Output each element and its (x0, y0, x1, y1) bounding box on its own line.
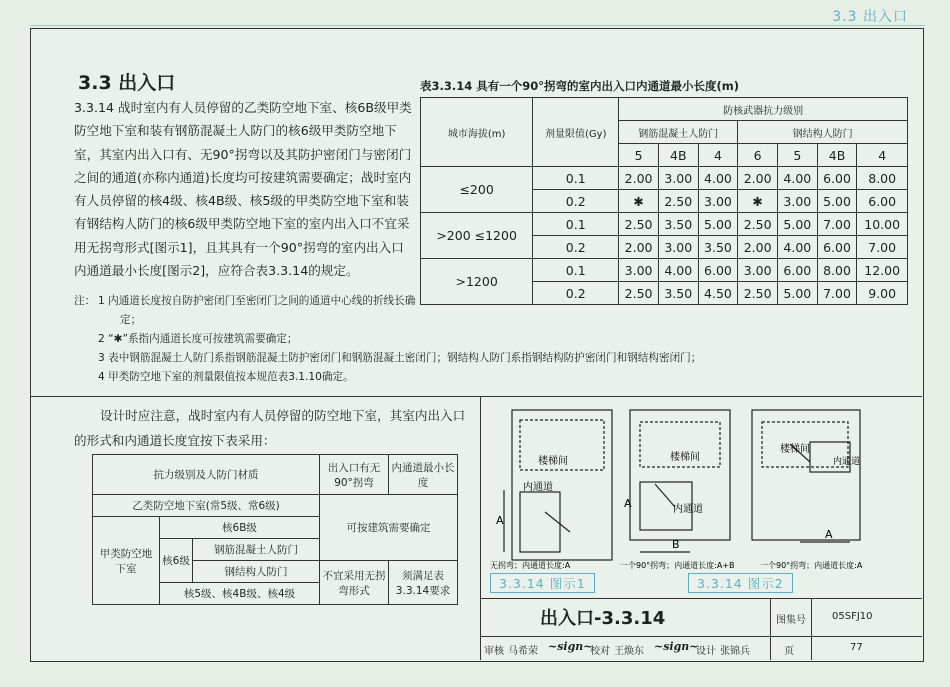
t2-satisfy: 须满足表3.3.14要求 (389, 561, 458, 605)
fig-dim-a-3: A (825, 528, 833, 541)
figure-label-1: 3.3.14 图示1 (490, 573, 595, 593)
fig-caption-2: 一个90°拐弯；内通道长度:A+B (620, 561, 735, 570)
section-divider (30, 396, 922, 397)
t1-value-cell: 2.50 (619, 213, 659, 236)
t1-value-cell: 2.00 (738, 167, 778, 190)
t1-dose-cell: 0.1 (533, 213, 619, 236)
t1-value-cell: 3.50 (658, 282, 698, 305)
atlas-number: 05SFJ10 (832, 611, 873, 622)
reviewer-signature: ~sign~ (548, 640, 593, 653)
inner-passage-length-table (420, 97, 908, 305)
t2-6b: 核6B级 (160, 517, 320, 539)
titleblock-divider2 (811, 598, 812, 660)
t1-value-cell: 6.00 (698, 259, 738, 282)
design-label: 设计 (696, 646, 716, 657)
check-label: 校对 (590, 646, 610, 657)
t1-level-cell: 4 (857, 144, 908, 167)
t1-value-cell: 5.00 (698, 213, 738, 236)
t1-value-cell: 2.00 (619, 167, 659, 190)
entrance-form-table (92, 454, 458, 605)
t1-value-cell: 2.50 (658, 190, 698, 213)
t1-dose-cell: 0.2 (533, 236, 619, 259)
fig-dim-a-1: A (496, 514, 504, 527)
note-item: 1 内通道长度按自防护密闭门至密闭门之间的通道中心线的折线长确定； (98, 295, 416, 326)
t1-value-cell: 12.00 (857, 259, 908, 282)
t2-steel-door: 钢结构人防门 (193, 561, 320, 583)
t1-header-steel: 钢结构人防门 (738, 121, 908, 144)
t1-value-cell: 3.00 (658, 167, 698, 190)
note-item: 3 表中钢筋混凝土人防门系指钢筋混凝土防护密闭门和钢筋混凝土密闭门；钢结构人防门系指钢结构防护密闭门和钢结构密闭门； (98, 352, 702, 364)
review-label: 审核 (484, 646, 504, 657)
figure-label-2: 3.3.14 图示2 (688, 573, 793, 593)
t1-dose-cell: 0.1 (533, 259, 619, 282)
t1-level-cell: 4B (658, 144, 698, 167)
t1-value-cell: 8.00 (857, 167, 908, 190)
t1-level-cell: 4 (698, 144, 738, 167)
page-label: 页 (784, 646, 794, 657)
t1-value-cell: 2.00 (619, 236, 659, 259)
diagram2-outline (630, 410, 730, 540)
fig-dim-b: B (672, 538, 680, 551)
table-caption: 表3.3.14 具有一个90°拐弯的室内出入口内通道最小长度(m) (420, 79, 739, 93)
t1-value-cell: 3.00 (619, 259, 659, 282)
running-head: 3.3 出入口 (832, 9, 908, 25)
atlas-label: 图集号 (776, 615, 806, 626)
t1-value-cell: 4.00 (698, 167, 738, 190)
t1-level-cell: 4B (817, 144, 857, 167)
fig-caption-1: 无拐弯；内通道长度:A (490, 561, 571, 570)
t1-value-cell: 3.50 (698, 236, 738, 259)
t1-value-cell: 9.00 (857, 282, 908, 305)
t1-altitude-cell: >1200 (421, 259, 533, 305)
t1-value-cell: 5.00 (817, 190, 857, 213)
page-number: 77 (850, 642, 863, 653)
t1-value-cell: 4.00 (777, 236, 817, 259)
fig-dim-a-2: A (624, 497, 632, 510)
titleblock-border-left (480, 598, 481, 660)
fig-inner-1: 内通道 (523, 482, 553, 493)
t1-value-cell: 10.00 (857, 213, 908, 236)
t1-value-cell: 4.50 (698, 282, 738, 305)
t1-value-cell: 2.00 (738, 236, 778, 259)
design-note-paragraph: 设计时应注意，战时室内有人员停留的防空地下室，其室内出入口的形式和内通道长度宜按下表采用： (74, 408, 466, 448)
entrance-diagrams (490, 402, 910, 597)
t1-value-cell: 3.00 (738, 259, 778, 282)
t2-rc-door: 钢筋混凝土人防门 (193, 539, 320, 561)
clause-paragraph: 3.3.14 战时室内有人员停留的乙类防空地下室、核6B级甲类防空地下室和装有钢筋混凝土人防门的核6级甲类防空地下室，其室内出入口有、无90°拐弯以及其防护密闭门与密闭门之间的通道(亦称内通道)长度均可按建筑需要确定；战时室内有人员停留的核4级、核4B级、核5级的甲类防空地下室和装有钢结构人防门的核6级甲类防空地下室的室内出入口不宜采用无拐弯形式[图示1]，且其具有一个90°拐弯的室内出入口内通道最小长度[图示2]，应符合表3.3.14的规定。 (74, 100, 412, 279)
fig-caption-3: 一个90°拐弯；内通道长度:A (760, 561, 863, 570)
t1-level-cell: 6 (738, 144, 778, 167)
t1-value-cell: 4.00 (777, 167, 817, 190)
designer-name: 张锦兵 (720, 646, 750, 657)
t1-altitude-cell: ≤200 (421, 167, 533, 213)
t1-value-cell: 3.00 (777, 190, 817, 213)
drawing-title: 出入口-3.3.14 (540, 608, 666, 629)
t1-level-cell: 5 (619, 144, 659, 167)
table-row (421, 213, 908, 236)
t1-altitude-cell: >200 ≤1200 (421, 213, 533, 259)
fig-stair-2: 楼梯间 (670, 452, 700, 463)
t1-value-cell: 2.50 (738, 282, 778, 305)
t2-row-a-class: 甲类防空地下室 (93, 517, 160, 605)
t1-value-cell: ✱ (738, 190, 778, 213)
table-row (421, 259, 908, 282)
t1-value-cell: 6.00 (857, 190, 908, 213)
t1-dose-cell: 0.2 (533, 282, 619, 305)
t2-6: 核6级 (160, 539, 193, 583)
t1-value-cell: 7.00 (857, 236, 908, 259)
t2-header-col2: 出入口有无90°拐弯 (320, 455, 389, 495)
t1-value-cell: 4.00 (658, 259, 698, 282)
t1-value-cell: 5.00 (777, 282, 817, 305)
t2-header-col3: 内通道最小长度 (389, 455, 458, 495)
t1-value-cell: 3.00 (698, 190, 738, 213)
t2-no-turn: 不宜采用无拐弯形式 (320, 561, 389, 605)
t2-levels: 核5级、核4B级、核4级 (160, 583, 320, 605)
t1-value-cell: 2.50 (738, 213, 778, 236)
diagram3-outline (752, 410, 860, 540)
t2-row-b-class: 乙类防空地下室(常5级、常6级) (93, 495, 320, 517)
t1-header-altitude: 城市海拔(m) (421, 98, 533, 167)
t1-value-cell: 3.50 (658, 213, 698, 236)
fig-stair-3: 楼梯间 (780, 444, 810, 455)
t1-value-cell: ✱ (619, 190, 659, 213)
section-title: 3.3 出入口 (78, 72, 176, 94)
reviewer-name: 马希荣 (508, 646, 538, 657)
titleblock-divider (770, 598, 771, 660)
t1-level-cell: 5 (777, 144, 817, 167)
note-item: 2 “✱”系指内通道长度可按建筑需要确定； (98, 333, 298, 345)
checker-name: 王焕东 (614, 646, 644, 657)
titleblock-mid-rule (480, 636, 922, 637)
fig-inner-3: 内通道 (833, 457, 861, 467)
note-item: 4 甲类防空地下室的剂量限值按本规范表3.1.10确定。 (98, 371, 354, 383)
notes-label: 注： (74, 295, 96, 307)
t1-value-cell: 5.00 (777, 213, 817, 236)
fig-stair-1: 楼梯间 (538, 456, 568, 467)
table-row (421, 167, 908, 190)
t1-header-level: 防核武器抗力级别 (619, 98, 908, 121)
notes (74, 292, 774, 387)
top-rule (30, 25, 925, 26)
t1-value-cell: 7.00 (817, 213, 857, 236)
t1-value-cell: 8.00 (817, 259, 857, 282)
column-divider (480, 396, 481, 598)
t1-header-rc: 钢筋混凝土人防门 (619, 121, 738, 144)
checker-signature: ~sign~ (654, 640, 699, 653)
t2-build-need: 可按建筑需要确定 (320, 495, 458, 561)
t1-value-cell: 6.00 (817, 236, 857, 259)
t1-value-cell: 2.50 (619, 282, 659, 305)
t2-header-col1: 抗力级别及人防门材质 (93, 455, 320, 495)
titleblock-rule (480, 598, 922, 599)
t1-value-cell: 7.00 (817, 282, 857, 305)
t1-header-dose: 剂量限值(Gy) (533, 98, 619, 167)
fig-inner-2: 内通道 (673, 504, 703, 515)
t1-dose-cell: 0.2 (533, 190, 619, 213)
t1-value-cell: 6.00 (777, 259, 817, 282)
t1-dose-cell: 0.1 (533, 167, 619, 190)
t1-value-cell: 6.00 (817, 167, 857, 190)
t1-value-cell: 3.00 (658, 236, 698, 259)
